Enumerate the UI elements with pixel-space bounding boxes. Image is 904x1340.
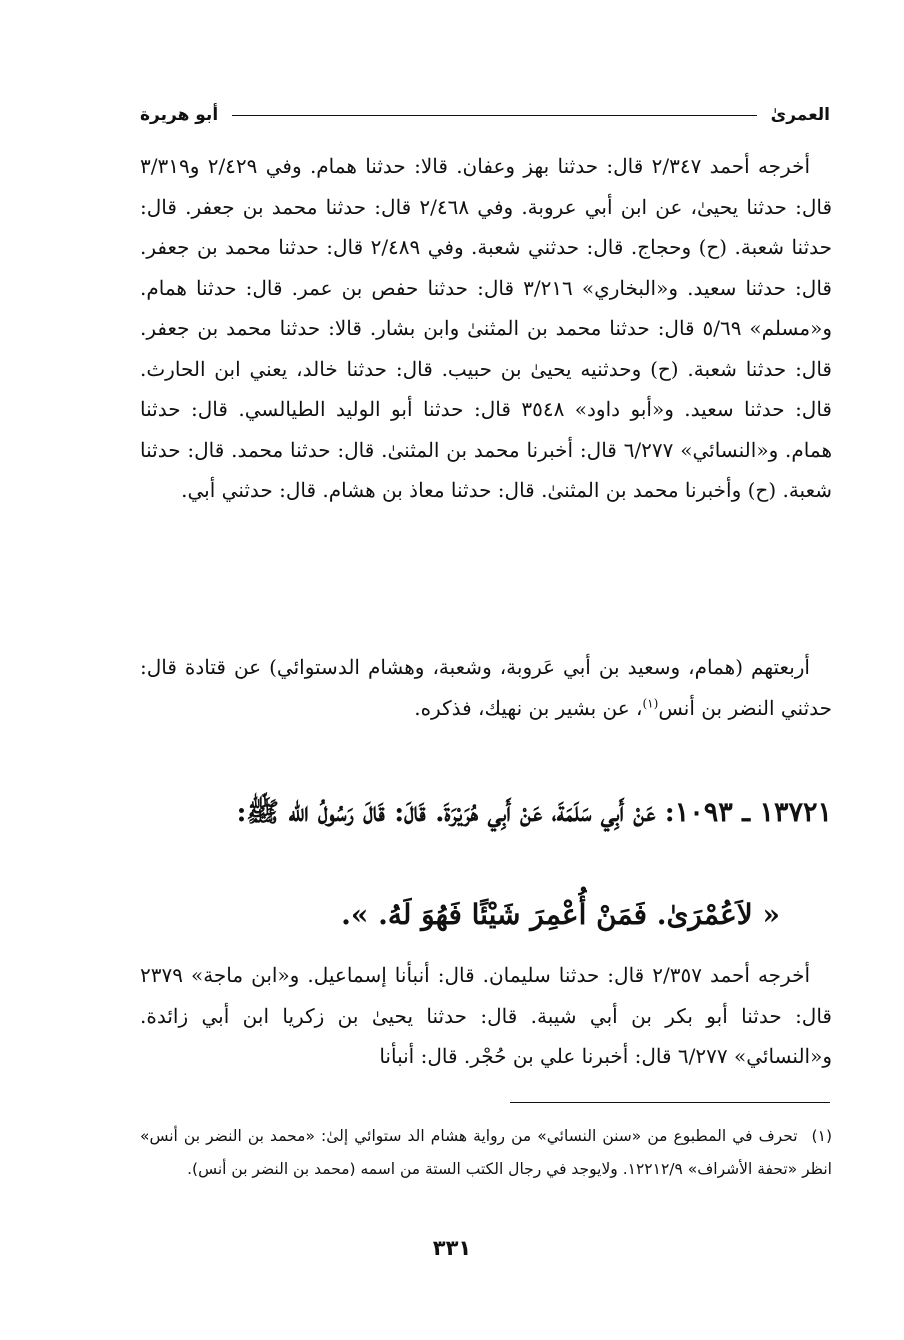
running-header [140, 98, 830, 132]
hadith-heading: ١٣٧٢١ ـ ١٠٩٣: عَنْ أَبِي سَلَمَةَ، عَنْ أَبِي هُرَيْرَةَ. قَالَ: قَالَ رَسُولُ الله ﷺ: [236, 797, 832, 828]
footnote-number: (١) [811, 1127, 832, 1145]
page-number: ٣٣١ [432, 1236, 472, 1260]
takhrij-paragraph-2 [140, 647, 832, 728]
takhrij-text-2-before: أربعتهم (همام، وسعيد بن أبي عَروبة، وشعبة، وهشام الدستوائي) عن قتادة قال: حدثني النضر بن أنس [140, 655, 832, 720]
takhrij-text-2-after: ، عن بشير بن نهيك، فذكره. [414, 695, 643, 720]
takhrij-text-1: أخرجه أحمد ٢/٣٤٧ قال: حدثنا بهز وعفان. قالا: حدثنا همام. وفي ٢/٤٢٩ و٣/٣١٩ قال: حدثنا يحيىٰ، عن ابن أبي عروبة. وفي ٢/٤٦٨ قال: حدثنا محمد بن جعفر. قال: حدثنا شعبة. (ح) وحجاج. قال: حدثني شعبة. وفي ٢/٤٨٩ قال: حدثنا محمد بن جعفر. قال: حدثنا سعيد. و«البخاري» ٣/٢١٦ قال: حدثنا حفص بن عمر. قال: حدثنا همام. و«مسلم» ٥/٦٩ قال: حدثنا محمد بن المثنىٰ وابن بشار. قالا: حدثنا محمد بن جعفر. قال: حدثنا شعبة. (ح) وحدثنيه يحيىٰ بن حبيب. قال: حدثنا خالد، يعني ابن الحارث. قال: حدثنا سعيد. و«أبو داود» ٣٥٤٨ قال: حدثنا أبو الوليد الطيالسي. قال: حدثنا همام. و«النسائي» ٦/٢٧٧ قال: أخبرنا محمد بن المثنىٰ. قال: حدثنا محمد. قال: حدثنا شعبة. (ح) وأخبرنا محمد بن المثنىٰ. قال: حدثنا معاذ بن هشام. قال: حدثني أبي. [140, 154, 833, 502]
footnotes [140, 1120, 832, 1186]
footnote-1 [140, 1120, 832, 1186]
header-narrator-title: أبو هريرة [140, 105, 219, 125]
takhrij-text-2 [140, 647, 832, 728]
header-chapter-title: العمرىٰ [770, 105, 830, 125]
hadith-text: « لاَعُمْرَىٰ. فَمَنْ أُعْمِرَ شَيْئًا فَهُوَ لَهُ. ». [341, 898, 780, 931]
footnote-separator [510, 1102, 830, 1103]
footnote-reference[interactable]: (١) [642, 695, 659, 710]
takhrij-paragraph-1 [140, 146, 832, 511]
takhrij-text-3: أخرجه أحمد ٢/٣٥٧ قال: حدثنا سليمان. قال: أنبأنا إسماعيل. و«ابن ماجة» ٢٣٧٩ قال: حدثنا أبو بكر بن أبي شيبة. قال: حدثنا يحيىٰ بن زكريا ابن أبي زائدة. و«النسائي» ٦/٢٧٧ قال: أخبرنا علي بن حُجْر. قال: أنبأنا [140, 963, 832, 1068]
footnote-text: تحرف في المطبوع من «سنن النسائي» من رواية هشام الد ستوائي إلىٰ: «محمد بن النضر بن أنس» انظر «تحفة الأشراف» ١٢٢١٢/٩. ولايوجد في رجال الكتب الستة من اسمه (محمد بن النضر بن أنس). [140, 1127, 832, 1178]
takhrij-paragraph-3 [140, 955, 832, 1077]
header-rule [232, 115, 756, 116]
